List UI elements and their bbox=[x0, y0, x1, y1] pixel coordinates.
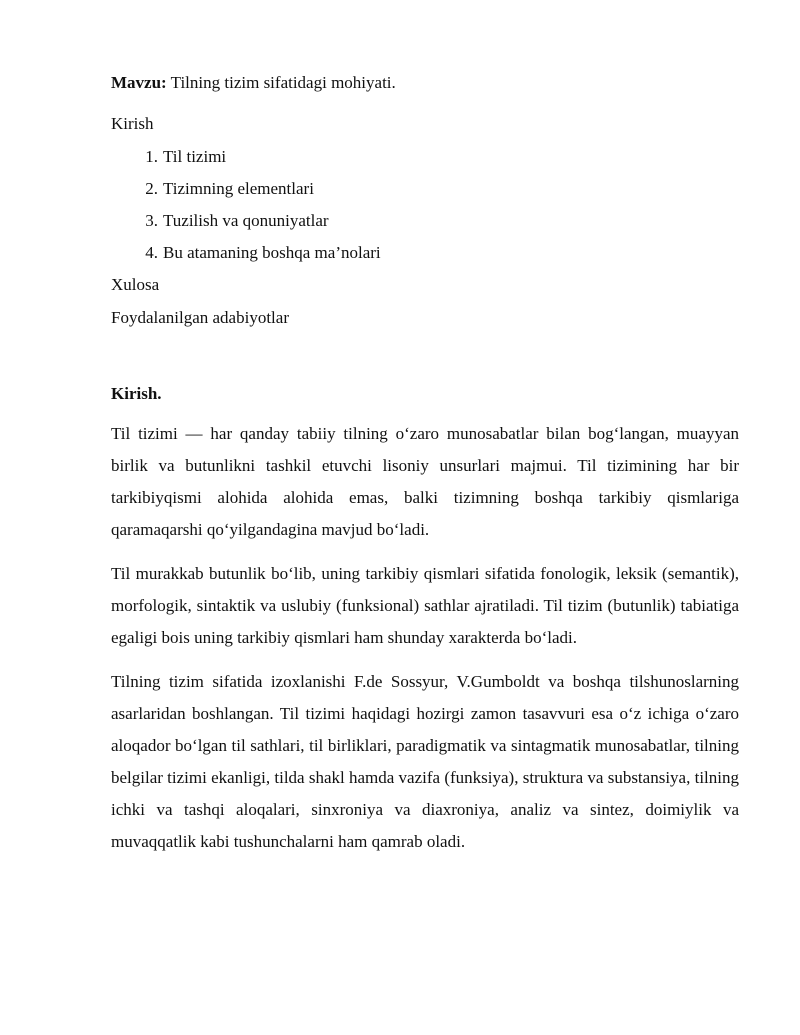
outline-item-label: Tuzilish va qonuniyatlar bbox=[163, 211, 329, 230]
outline-item bbox=[111, 210, 739, 232]
outline-list bbox=[111, 146, 739, 264]
topic-line bbox=[111, 72, 739, 94]
paragraph: Til murakkab butunlik bo‘lib, uning tarkibiy qismlari sifatida fonologik, leksik (semantik), morfologik, sintaktik va uslubiy (funksional) sathlar ajratiladi. Til tizim (butunlik) tabiatiga egaligi bois uning tarkibiy qismlari ham shunday xarakterda bo‘ladi. bbox=[111, 564, 739, 647]
outline-item-label: Til tizimi bbox=[163, 147, 227, 166]
paragraph: Tilning tizim sifatida izoxlanishi F.de Sossyur, V.Gumboldt va boshqa tilshunoslarning asarlaridan boshlangan. Til tizimi haqidagi hozirgi zamon tasavvuri esa o‘z ichiga o‘zaro aloqador bo‘lgan til sathlari, til birliklari, paradigmatik va sintagmatik munosabatlar, tilning belgilar tizimi ekanligi, tilda shakl hamda vazifa (funksiya), struktura va substansiya, tilning ichki va tashqi aloqalari, sinxroniya va diaxroniya, analiz va sintez, doimiylik va muvaqqatlik kabi tushunchalarni ham qamrab oladi. bbox=[111, 672, 739, 851]
outline-item-number: 1. bbox=[145, 147, 158, 166]
topic-label: Mavzu: bbox=[111, 73, 167, 92]
outline-item-number: 4. bbox=[145, 243, 158, 262]
paragraph: Til tizimi — har qanday tabiiy tilning o‘zaro munosabatlar bilan bog‘langan, muayyan birlik va butunlikni tashkil etuvchi lisoniy unsurlari majmui. Til tizimining har bir tarkibiyqismi alohida alohida emas, balki tizimning boshqa tarkibiy qismlariga qaramaqarshi qo‘yilgandagina mavjud bo‘ladi. bbox=[111, 424, 739, 539]
outline-item-label: Bu atamaning boshqa ma’nolari bbox=[163, 243, 381, 262]
outline-references: Foydalanilgan adabiyotlar bbox=[111, 308, 289, 327]
outline-item-label: Tizimning elementlari bbox=[163, 179, 314, 198]
topic-title: Tilning tizim sifatidagi mohiyati. bbox=[170, 73, 396, 92]
outline-item-number: 2. bbox=[145, 179, 158, 198]
outline-conclusion: Xulosa bbox=[111, 275, 160, 294]
outline-item-number: 3. bbox=[145, 211, 158, 230]
section-heading: Kirish. bbox=[111, 384, 162, 403]
outline-intro: Kirish bbox=[111, 114, 154, 133]
outline-item bbox=[111, 146, 739, 168]
document-page bbox=[111, 72, 739, 870]
outline-item bbox=[111, 178, 739, 200]
outline-item bbox=[111, 242, 739, 264]
